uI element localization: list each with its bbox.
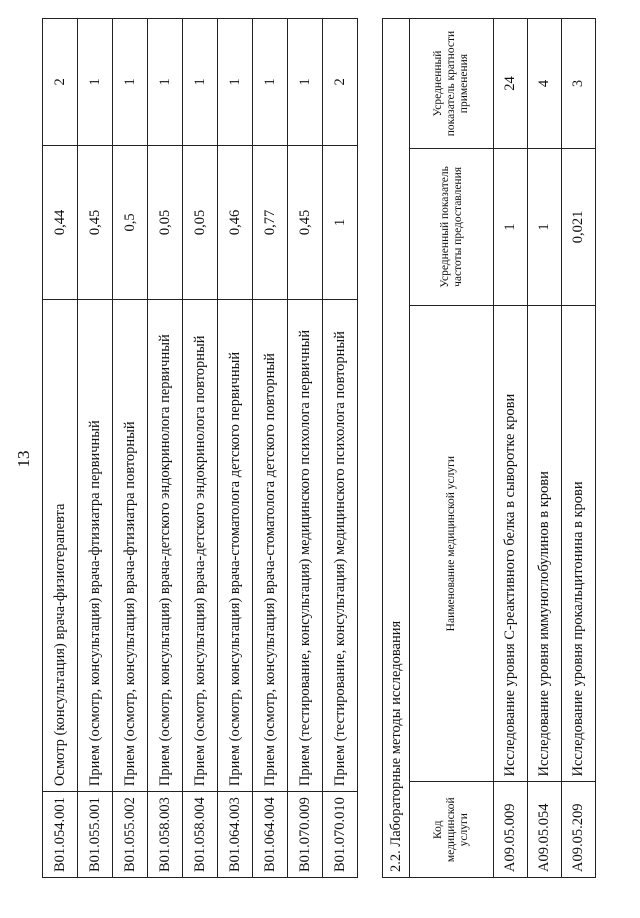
table-row <box>323 19 358 878</box>
service-name: Прием (тестирование, консультация) медицинского психолога повторный <box>323 299 358 791</box>
service-code: В01.058.004 <box>183 792 218 878</box>
multiplicity-value: 1 <box>253 19 288 146</box>
service-code: А09.05.009 <box>494 782 528 878</box>
service-code: В01.070.010 <box>323 792 358 878</box>
service-name: Прием (осмотр, консультация) врача-стоматолога детского первичный <box>218 299 253 791</box>
frequency-value: 0,45 <box>78 145 113 299</box>
service-name: Прием (осмотр, консультация) врача-детского эндокринолога первичный <box>148 299 183 791</box>
table-row <box>43 19 78 878</box>
service-code: В01.054.001 <box>43 792 78 878</box>
frequency-value: 0,021 <box>562 149 596 306</box>
section-title-row <box>383 19 410 878</box>
multiplicity-value: 2 <box>43 19 78 146</box>
service-name: Исследование уровня С-реактивного белка в сыворотке крови <box>494 305 528 782</box>
table-row <box>253 19 288 878</box>
service-name: Прием (осмотр, консультация) врача-детского эндокринолога повторный <box>183 299 218 791</box>
frequency-value: 0,46 <box>218 145 253 299</box>
multiplicity-value: 1 <box>148 19 183 146</box>
frequency-value: 1 <box>323 145 358 299</box>
header-name: Наименование медицинской услуги <box>410 305 494 782</box>
multiplicity-value: 24 <box>494 19 528 149</box>
section-title: 2.2. Лабораторные методы исследования <box>383 19 410 878</box>
service-name: Прием (осмотр, консультация) врача-стоматолога детского повторный <box>253 299 288 791</box>
header-row <box>410 19 494 878</box>
table-row <box>148 19 183 878</box>
frequency-value: 1 <box>528 149 562 306</box>
multiplicity-value: 1 <box>183 19 218 146</box>
multiplicity-value: 1 <box>218 19 253 146</box>
service-code: В01.055.002 <box>113 792 148 878</box>
service-code: В01.055.001 <box>78 792 113 878</box>
service-name: Исследование уровня прокальцитонина в крови <box>562 305 596 782</box>
service-name: Прием (тестирование, консультация) медицинского психолога первичный <box>288 299 323 791</box>
table-row <box>288 19 323 878</box>
service-code: В01.058.003 <box>148 792 183 878</box>
multiplicity-value: 4 <box>528 19 562 149</box>
header-frequency: Усредненный показатель частоты предоставления <box>410 149 494 306</box>
multiplicity-value: 2 <box>323 19 358 146</box>
service-name: Осмотр (консультация) врача-физиотерапевта <box>43 299 78 791</box>
frequency-value: 0,45 <box>288 145 323 299</box>
frequency-value: 0,05 <box>148 145 183 299</box>
table-row <box>562 19 596 878</box>
header-code: Код медицинской услуги <box>410 782 494 878</box>
table-row <box>78 19 113 878</box>
service-code: В01.064.003 <box>218 792 253 878</box>
multiplicity-value: 1 <box>288 19 323 146</box>
consultations-table <box>42 18 358 878</box>
table-row <box>528 19 562 878</box>
header-multiplicity: Усредненный показатель кратности применения <box>410 19 494 149</box>
laboratory-methods-table <box>382 18 596 878</box>
service-code: В01.070.009 <box>288 792 323 878</box>
page-number: 13 <box>14 450 33 468</box>
table-row <box>494 19 528 878</box>
table-row <box>113 19 148 878</box>
service-code: В01.064.004 <box>253 792 288 878</box>
multiplicity-value: 1 <box>113 19 148 146</box>
table-row <box>218 19 253 878</box>
service-name: Прием (осмотр, консультация) врача-фтизиатра первичный <box>78 299 113 791</box>
frequency-value: 1 <box>494 149 528 306</box>
service-code: А09.05.209 <box>562 782 596 878</box>
service-name: Прием (осмотр, консультация) врача-фтизиатра повторный <box>113 299 148 791</box>
frequency-value: 0,5 <box>113 145 148 299</box>
frequency-value: 0,05 <box>183 145 218 299</box>
table-row <box>183 19 218 878</box>
multiplicity-value: 1 <box>78 19 113 146</box>
frequency-value: 0,77 <box>253 145 288 299</box>
service-code: А09.05.054 <box>528 782 562 878</box>
service-name: Исследование уровня иммуноглобулинов в крови <box>528 305 562 782</box>
frequency-value: 0,44 <box>43 145 78 299</box>
multiplicity-value: 3 <box>562 19 596 149</box>
